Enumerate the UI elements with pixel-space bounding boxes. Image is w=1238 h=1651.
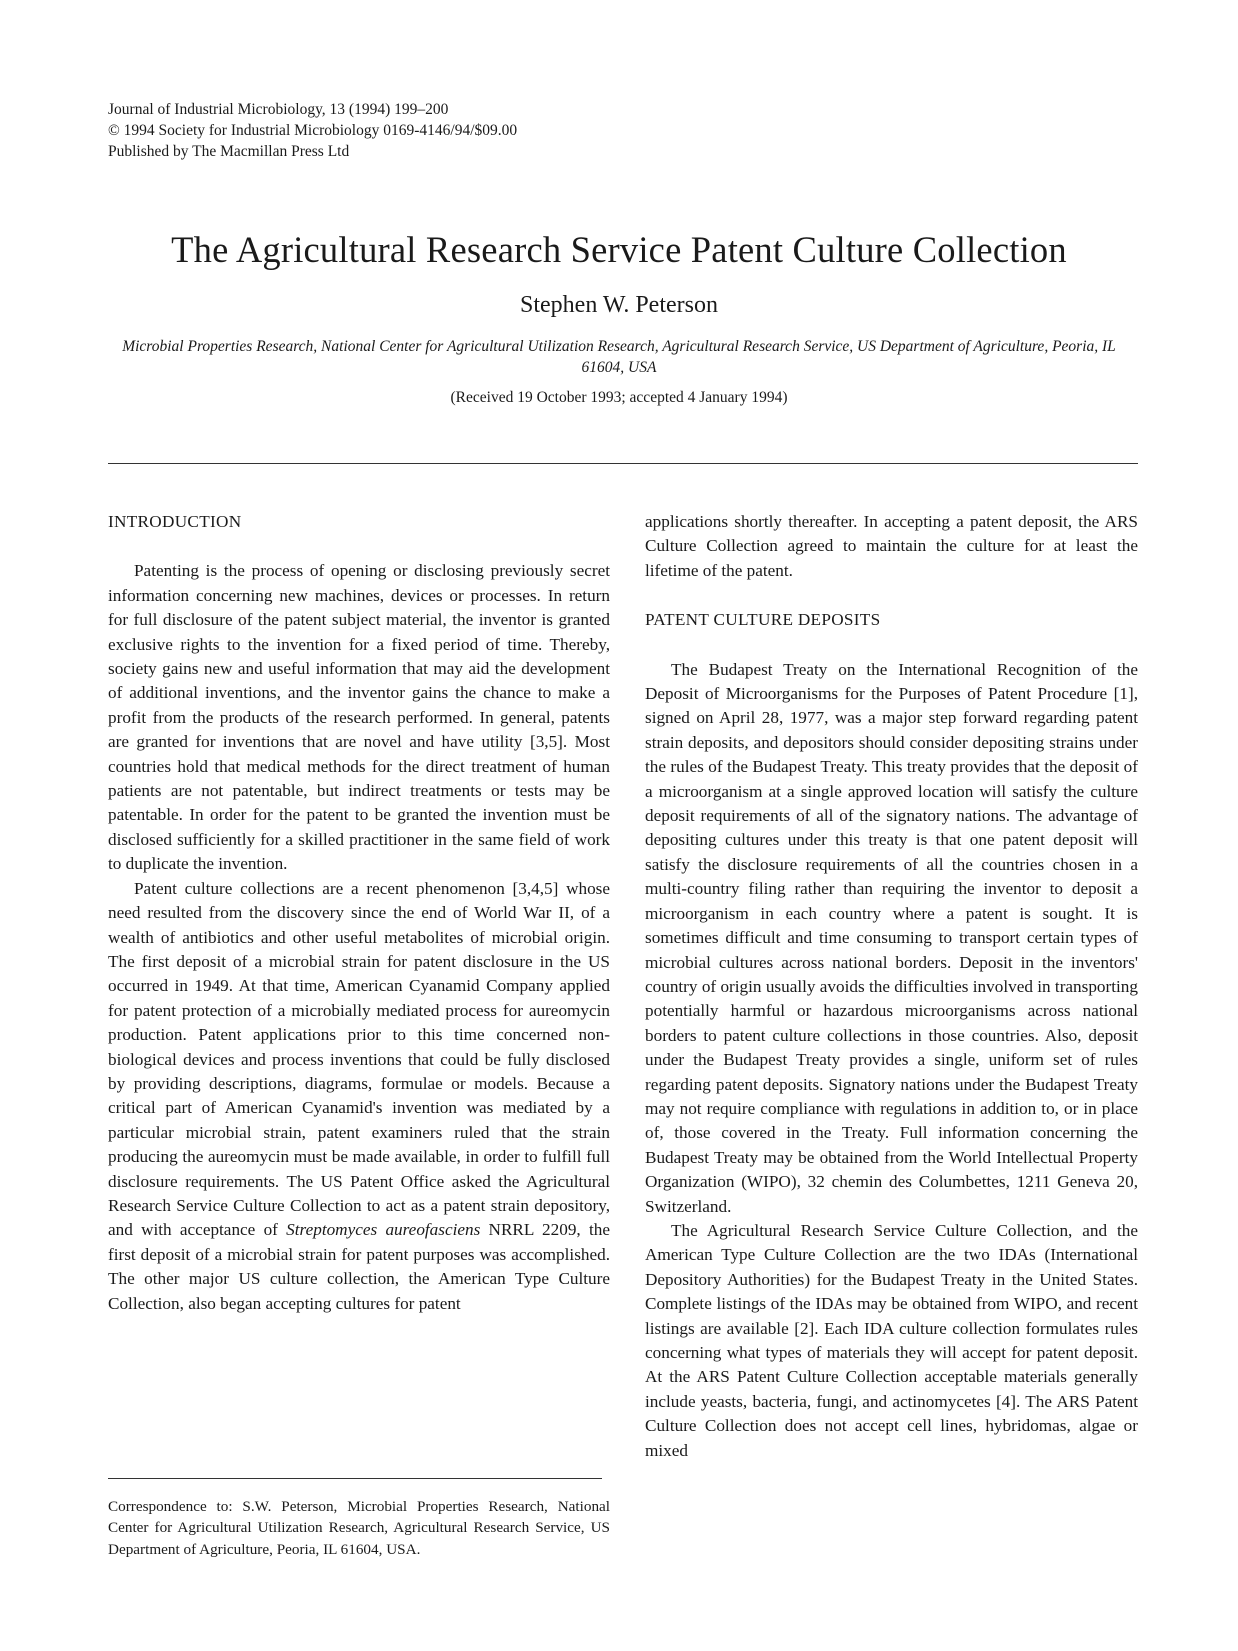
author-name: Stephen W. Peterson [520,292,718,318]
journal-header [108,99,517,162]
footnote-divider [108,1478,602,1479]
section-heading-introduction: INTRODUCTION [108,512,242,531]
header-divider [108,463,1138,464]
patent-paragraph-2: The Agricultural Research Service Culture Collection, and the American Type Culture Collection are the two IDAs (International Depository Authorities) for the Budapest Treaty in the United States. Complete listings of the IDAs may be obtained from WIPO, and recent listings are available [2]. Each IDA culture collection formulates rules concerning what types of materials they will accept for patent deposit. At the ARS Patent Culture Collection acceptable materials generally include yeasts, bacteria, fungi, and actinomycetes [4]. The ARS Patent Culture Collection does not accept cell lines, hybridomas, algae or mixed [645,1220,1138,1460]
right-column [645,510,1138,1463]
species-name: Streptomyces aureofasciens [286,1220,481,1240]
received-dates: (Received 19 October 1993; accepted 4 January 1994) [450,389,788,406]
section-heading-patent-culture-deposits: PATENT CULTURE DEPOSITS [645,610,881,630]
journal-citation: Journal of Industrial Microbiology, 13 (1994) 199–200 [108,101,449,118]
article-title: The Agricultural Research Service Patent Culture Collection [171,229,1067,270]
intro-paragraph-2 [108,877,610,1316]
journal-copyright: © 1994 Society for Industrial Microbiology 0169-4146/94/$09.00 [108,122,518,139]
correspondence-footnote: Correspondence to: S.W. Peterson, Microbial Properties Research, National Center for Agricultural Utilization Research, Agricultural Research Service, US Department of Agriculture, Peoria, IL 61604, USA. [108,1498,610,1558]
patent-paragraph-1: The Budapest Treaty on the International Recognition of the Deposit of Microorganisms for the Purposes of Patent Procedure [1], signed on April 28, 1977, was a major step forward regarding patent strain deposits, and depositors should consider depositing strains under the rules of the Budapest Treaty. This treaty provides that the deposit of a microorganism at a single approved location will satisfy the culture deposit requirements of all of the signatory nations. The advantage of depositing cultures under this treaty is that one patent deposit will satisfy the disclosure requirements of all the countries chosen in a multi-country filing rather than requiring the inventor to deposit a microorganism in each country where a patent is sought. It is sometimes difficult and time consuming to transport certain types of microbial cultures across national borders. Deposit in the inventors' country of origin usually avoids the difficulties involved in transporting potentially harmful or hazardous microorganisms across national borders to patent culture collections in those countries. Also, deposit under the Budapest Treaty provides a single, uniform set of rules regarding patent deposits. Signatory nations under the Budapest Treaty may not require compliance with regulations in addition to, or in place of, those covered in the Treaty. Full information concerning the Budapest Treaty may be obtained from the World Intellectual Property Organization (WIPO), 32 chemin des Columbettes, 1211 Geneva 20, Switzerland. [645,659,1138,1216]
intro-paragraph-2-part-b: NRRL 2209, the first deposit of a microbial strain for patent purposes was accomplished. The other major US culture collection, the American Type Culture Collection, also began accepting cultures for patent [108,1220,610,1313]
intro-paragraph-1: Patenting is the process of opening or disclosing previously secret information concerning new machines, devices or processes. In return for full disclosure of the patent subject material, the inventor is granted exclusive rights to the invention for a fixed period of time. Thereby, society gains new and useful information that may aid the development of additional inventions, and the inventor gains the chance to make a profit from the products of the research performed. In general, patents are granted for inventions that are novel and have utility [3,5]. Most countries hold that medical methods for the direct treatment of human patients are not patentable, but indirect treatments or tests may be patentable. In order for the patent to be granted the invention must be disclosed sufficiently for a skilled practitioner in the same field of work to duplicate the invention. [108,561,610,874]
journal-publisher: Published by The Macmillan Press Ltd [108,143,350,160]
intro-paragraph-2-part-a: Patent culture collections are a recent phenomenon [3,4,5] whose need resulted from the discovery since the end of World War II, of a wealth of antibiotics and other useful metabolites of microbial origin. The first deposit of a microbial strain for patent disclosure in the US occurred in 1949. At that time, American Cyanamid Company applied for patent protection of a microbially mediated process for aureomycin production. Patent applications prior to this time concerned non-biological devices and process inventions that could be fully disclosed by providing descriptions, diagrams, formulae or models. Because a critical part of American Cyanamid's invention was mediated by a particular microbial strain, patent examiners ruled that the strain producing the aureomycin must be made available, in order to fulfill full disclosure requirements. The US Patent Office asked the Agricultural Research Service Culture Collection to act as a patent strain depository, and with acceptance of [108,878,610,1240]
author-affiliation: Microbial Properties Research, National Center for Agricultural Utilization Research, Agricultural Research Service, US Department of Agriculture, Peoria, IL 61604, USA [122,338,1116,376]
left-column [108,510,610,1316]
intro-continuation: applications shortly thereafter. In accepting a patent deposit, the ARS Culture Collection agreed to maintain the culture for at least the lifetime of the patent. [645,512,1138,580]
